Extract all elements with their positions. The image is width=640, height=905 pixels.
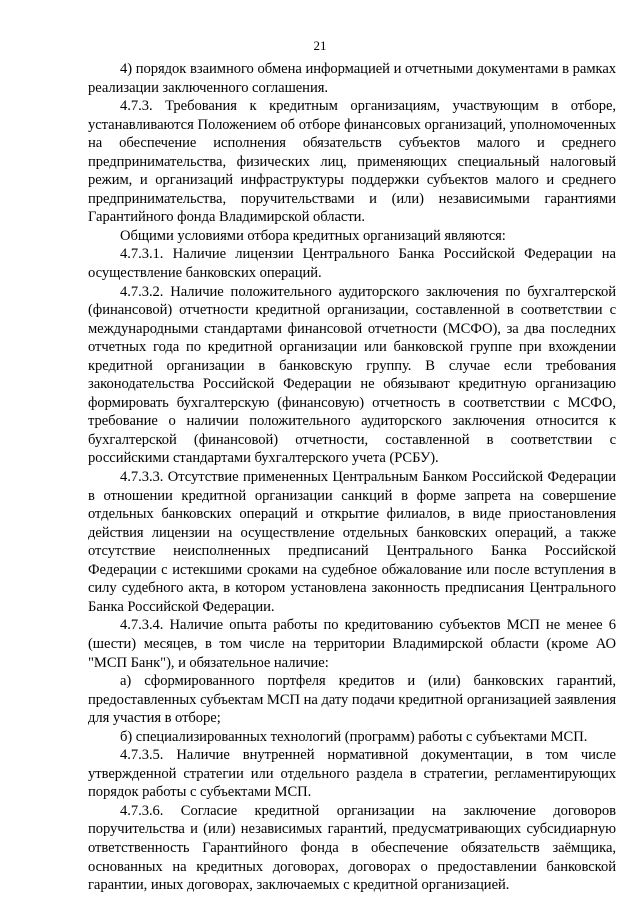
page-number: 21 (313, 38, 327, 53)
paragraph-4-7-3: 4.7.3. Требования к кредитным организациям, участвующим в отборе, устанавливаются Положением об отборе финансовых организаций, уполномоченных на обеспечение исполнения обязательств субъектов малого и среднего предпринимательства, физических лиц, применяющих специальный налоговый режим, и организаций инфраструктуры поддержки субъектов малого и среднего предпринимательства, поручительствами и (или) независимыми гарантиями Гарантийного фонда Владимирской области. (88, 98, 616, 226)
paragraph-item-b: б) специализированных технологий (программ) работы с субъектами МСП. (120, 728, 588, 745)
paragraph-general-conditions: Общими условиями отбора кредитных организаций являются: (120, 227, 506, 244)
paragraph-4-7-3-6: 4.7.3.6. Согласие кредитной организации на заключение договоров поручительства и (или) независимых гарантий, предусматривающих субсидиарную ответственность Гарантийного фонда в обеспечение обязательств заёмщика, основанных на кредитных договорах, договорах о предоставлении банковской гарантии, иных договорах, заключаемых с кредитной организацией. (88, 802, 616, 894)
paragraph-4-7-3-1: 4.7.3.1. Наличие лицензии Центрального Банка Российской Федерации на осуществление банковских операций. (88, 246, 616, 282)
paragraph-exchange-procedure: 4) порядок взаимного обмена информацией и отчетными документами в рамках реализации заключенного соглашения. (88, 61, 616, 96)
paragraph-4-7-3-3: 4.7.3.3. Отсутствие примененных Центральным Банком Российской Федерации в отношении кредитной организации санкций в форме запрета на совершение отдельных банковских операций и открытие филиалов, в виде приостановления действия лицензии на осуществление отдельных банковских операций, а также отсутствие неисполненных предписаний Центрального Банка Российской Федерации с истекшими сроками на судебное обжалование или после вступления в силу судебного акта, в котором установлена законность предписания Центрального Банка Российской Федерации. (88, 469, 616, 615)
paragraph-4-7-3-4: 4.7.3.4. Наличие опыта работы по кредитованию субъектов МСП не менее 6 (шести) месяцев, в том числе на территории Владимирской области (кроме АО "МСП Банк"), и обязательное наличие: (88, 617, 616, 671)
paragraph-item-a: а) сформированного портфеля кредитов и (или) банковских гарантий, предоставленных субъектам МСП на дату подачи кредитной организацией заявления для участия в отборе; (88, 673, 616, 727)
paragraph-4-7-3-5: 4.7.3.5. Наличие внутренней нормативной документации, в том числе утвержденной стратегии или отдельного раздела в стратегии, регламентирующих порядок работы с субъектами МСП. (88, 747, 616, 801)
paragraph-4-7-3-2: 4.7.3.2. Наличие положительного аудиторского заключения по бухгалтерской (финансовой) отчетности кредитной организации, составленной в соответствии с международными стандартами финансовой отчетности (МСФО), за два последних отчетных года по кредитной организации или банковской группе при вхождении кредитной организации в банковскую группу. В случае если требования законодательства Российской Федерации не обязывают кредитную организацию формировать бухгалтерскую (финансовую) отчетность в соответствии с МСФО, требование о наличии положительного аудиторского заключения относится к бухгалтерской (финансовой) отчетности, составленной в соответствии с российскими стандартами бухгалтерского учета (РСБУ). (88, 283, 616, 467)
document-body (88, 60, 616, 895)
